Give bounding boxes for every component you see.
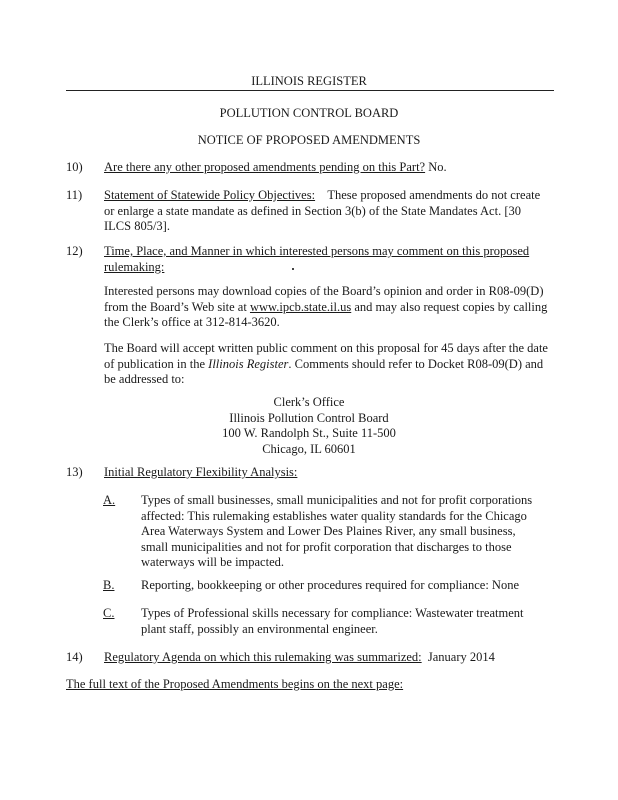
address-line: 100 W. Randolph St., Suite 11-500 xyxy=(222,426,396,440)
item-12-paragraph-1 xyxy=(104,284,550,331)
item-12-title: Time, Place, and Manner in which interested persons may comment on this proposed rulemaking: xyxy=(104,244,530,274)
address-line: Clerk’s Office xyxy=(273,395,345,409)
item-14-value: January 2014 xyxy=(427,650,495,664)
item-13-title: Initial Regulatory Flexibility Analysis: xyxy=(104,465,298,479)
sub-item-c-text: Types of Professional skills necessary for compliance: Wastewater treatment plant staff, possibly an environmental engineer. xyxy=(141,606,524,636)
sub-item-b-label: B. xyxy=(103,578,115,592)
stray-mark xyxy=(292,268,294,270)
illinois-register-italic: Illinois Register xyxy=(208,356,289,371)
item-11-number: 11) xyxy=(66,188,83,202)
item-11-text: These proposed amendments do not create or enlarge a state mandate as defined in Section 3(b) of the State Mandates Act. [30 ILCS 805/3]. xyxy=(104,188,541,233)
register-title: ILLINOIS REGISTER xyxy=(251,74,367,88)
board-title: POLLUTION CONTROL BOARD xyxy=(219,106,399,120)
clerk-address xyxy=(0,395,618,457)
item-12-para1-text-end: and may also request copies by calling the Clerk’s office at 312-814-3620. xyxy=(104,299,548,329)
address-line: Illinois Pollution Control Board xyxy=(229,410,389,425)
sub-item-c-label: C. xyxy=(103,606,115,620)
item-13-number: 13) xyxy=(66,465,83,479)
address-line: Chicago, IL 60601 xyxy=(262,441,356,456)
item-12-para1-text: Interested persons may download copies of the Board’s opinion and order in R08-09(D) from the Board’s Web site at xyxy=(104,284,544,314)
item-12-para2-text-end: . Comments should refer to Docket R08-09(D) and be addressed to: xyxy=(104,356,544,386)
item-10 xyxy=(104,160,550,176)
board-website-link[interactable]: www.ipcb.state.il.us xyxy=(249,299,352,314)
item-10-question: Are there any other proposed amendments pending on this Part? xyxy=(104,160,426,174)
item-11-title: Statement of Statewide Policy Objectives: xyxy=(104,188,316,202)
item-11 xyxy=(104,188,550,235)
item-10-answer: No. xyxy=(428,160,447,174)
item-12-para2-text: The Board will accept written public comment on this proposal for 45 days after the date of publication in the xyxy=(104,341,548,371)
item-12-number: 12) xyxy=(66,244,83,258)
header-divider xyxy=(66,90,554,91)
item-10-number: 10) xyxy=(66,160,83,174)
item-14-number: 14) xyxy=(66,650,83,664)
item-14-title: Regulatory Agenda on which this rulemaking was summarized: xyxy=(104,650,422,664)
sub-item-b-text: Reporting, bookkeeping or other procedures required for compliance: None xyxy=(141,578,519,592)
sub-item-a-text: Types of small businesses, small municipalities and not for profit corporations affected: This rulemaking establishes water quality standards for the Chicago Area Waterways System and Lower Des Plaines River, any small business, small municipalities and not for profit corporation that discharges to those waterways will be impacted. xyxy=(141,493,533,569)
notice-title: NOTICE OF PROPOSED AMENDMENTS xyxy=(197,133,421,147)
item-14 xyxy=(104,650,550,666)
footer-note: The full text of the Proposed Amendments begins on the next page: xyxy=(66,677,404,691)
item-12-paragraph-2 xyxy=(104,341,550,388)
sub-item-a-label: A. xyxy=(103,493,116,507)
